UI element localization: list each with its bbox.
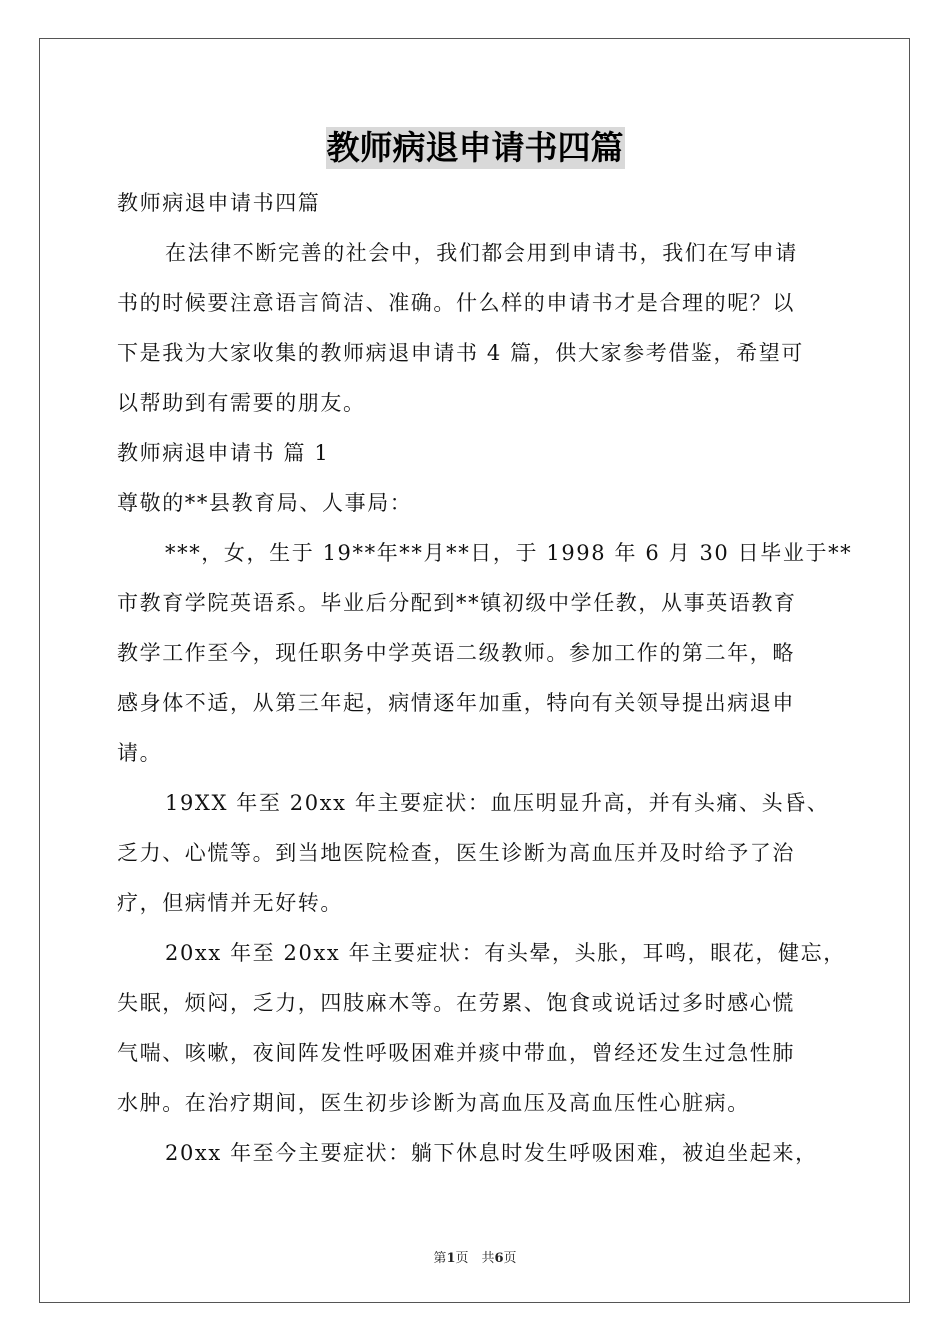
text-line: 水肿。在治疗期间，医生初步诊断为高血压及高血压性心脏病。 (117, 1091, 750, 1115)
text-line: 19XX 年至 20xx 年主要症状：血压明显升高，并有头痛、头昏、 (165, 791, 830, 815)
document-body (117, 178, 853, 1178)
text-line: ***，女，生于 19**年**月**日，于 1998 年 6 月 30 日毕业于** (165, 541, 853, 565)
text-line: 教学工作至今，现任职务中学英语二级教师。参加工作的第二年，略 (117, 641, 795, 665)
text-line: 书的时候要注意语言简洁、准确。什么样的申请书才是合理的呢？以 (117, 291, 795, 315)
footer-page-mid: 页 共 (455, 1251, 495, 1266)
text-line: 在法律不断完善的社会中，我们都会用到申请书，我们在写申请 (165, 241, 798, 265)
page-footer (0, 1247, 950, 1266)
text-line: 以帮助到有需要的朋友。 (117, 391, 366, 415)
text-line: 疗，但病情并无好转。 (117, 891, 343, 915)
text-line: 教师病退申请书四篇 (117, 191, 321, 215)
text-line: 下是我为大家收集的教师病退申请书 4 篇，供大家参考借鉴，希望可 (117, 341, 804, 365)
text-line: 乏力、心慌等。到当地医院检查，医生诊断为高血压并及时给予了治 (117, 841, 795, 865)
text-line: 气喘、咳嗽，夜间阵发性呼吸困难并痰中带血，曾经还发生过急性肺 (117, 1041, 795, 1065)
footer-page-suffix: 页 (503, 1251, 517, 1266)
text-line: 感身体不适，从第三年起，病情逐年加重，特向有关领导提出病退申 (117, 691, 795, 715)
title-container (0, 127, 950, 169)
document-title: 教师病退申请书四篇 (326, 128, 624, 167)
footer-page-prefix: 第 (433, 1251, 447, 1266)
text-line: 市教育学院英语系。毕业后分配到**镇初级中学任教，从事英语教育 (117, 591, 797, 615)
footer-page-current: 1 (446, 1251, 456, 1266)
footer-page-total: 6 (494, 1251, 504, 1266)
text-line: 尊敬的**县教育局、人事局： (117, 491, 413, 515)
text-line: 教师病退申请书 篇 1 (117, 441, 330, 465)
text-line: 失眠，烦闷，乏力，四肢麻木等。在劳累、饱食或说话过多时感心慌 (117, 991, 795, 1015)
text-line: 请。 (117, 741, 163, 765)
text-line: 20xx 年至今主要症状：躺下休息时发生呼吸困难，被迫坐起来， (165, 1141, 818, 1165)
text-line: 20xx 年至 20xx 年主要症状：有头晕，头胀，耳鸣，眼花，健忘， (165, 941, 846, 965)
